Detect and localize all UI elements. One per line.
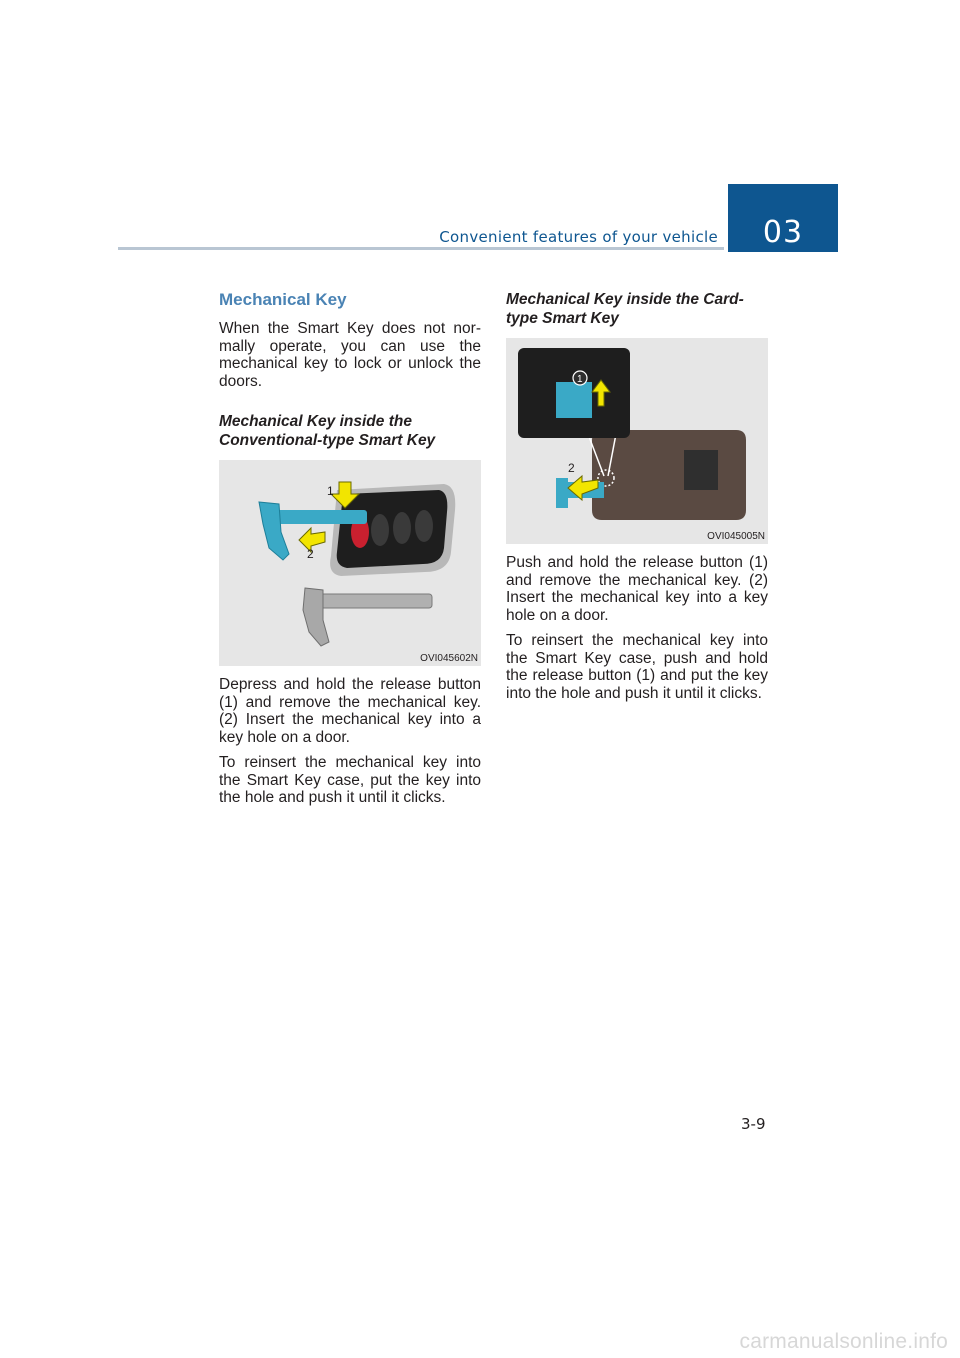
section-heading: Mechanical Key xyxy=(219,290,347,309)
watermark: carmanualsonline.info xyxy=(739,1330,948,1353)
figure-card-smart-key xyxy=(506,338,768,544)
figure-label-2: 2 xyxy=(568,461,575,475)
page-number: 3-9 xyxy=(741,1115,766,1133)
figure-label-1: 1 xyxy=(577,374,583,385)
figure-label-2: 2 xyxy=(307,547,314,561)
chapter-number: 03 xyxy=(762,215,804,250)
header-rule xyxy=(118,247,724,250)
right-column xyxy=(506,290,768,710)
figure-code: OVI045005N xyxy=(707,531,765,542)
instruction-paragraph-1: Depress and hold the release button (1) and remove the mechanical key. (2) Insert the mechanical key into a key hole on a door. xyxy=(219,676,481,746)
instruction-paragraph-2: To reinsert the mechanical key into the Smart Key case, push and hold the release button (1) and put the key into the hole and push it until it clicks. xyxy=(506,632,768,702)
chapter-tab xyxy=(728,184,838,252)
section-title: Convenient features of your vehicle xyxy=(439,228,718,246)
instruction-paragraph-1: Push and hold the release button (1) and remove the mechanical key. (2) Insert the mechanical key into a key hole on a door. xyxy=(506,554,768,624)
intro-paragraph: When the Smart Key does not nor-mally operate, you can use the mechanical key to lock or unlock the doors. xyxy=(219,320,481,390)
figure-label-1: 1 xyxy=(327,484,334,498)
figure-code: OVI045602N xyxy=(420,653,478,664)
figure-conventional-smart-key xyxy=(219,460,481,666)
subheading-conventional-key: Mechanical Key inside the Conventional-type Smart Key xyxy=(219,413,436,449)
smart-key-illustration xyxy=(219,460,481,666)
subheading-card-key: Mechanical Key inside the Card-type Smart Key xyxy=(506,291,744,327)
left-column xyxy=(219,290,481,815)
card-key-illustration xyxy=(506,338,768,544)
instruction-paragraph-2: To reinsert the mechanical key into the Smart Key case, put the key into the hole and push it until it clicks. xyxy=(219,754,481,806)
